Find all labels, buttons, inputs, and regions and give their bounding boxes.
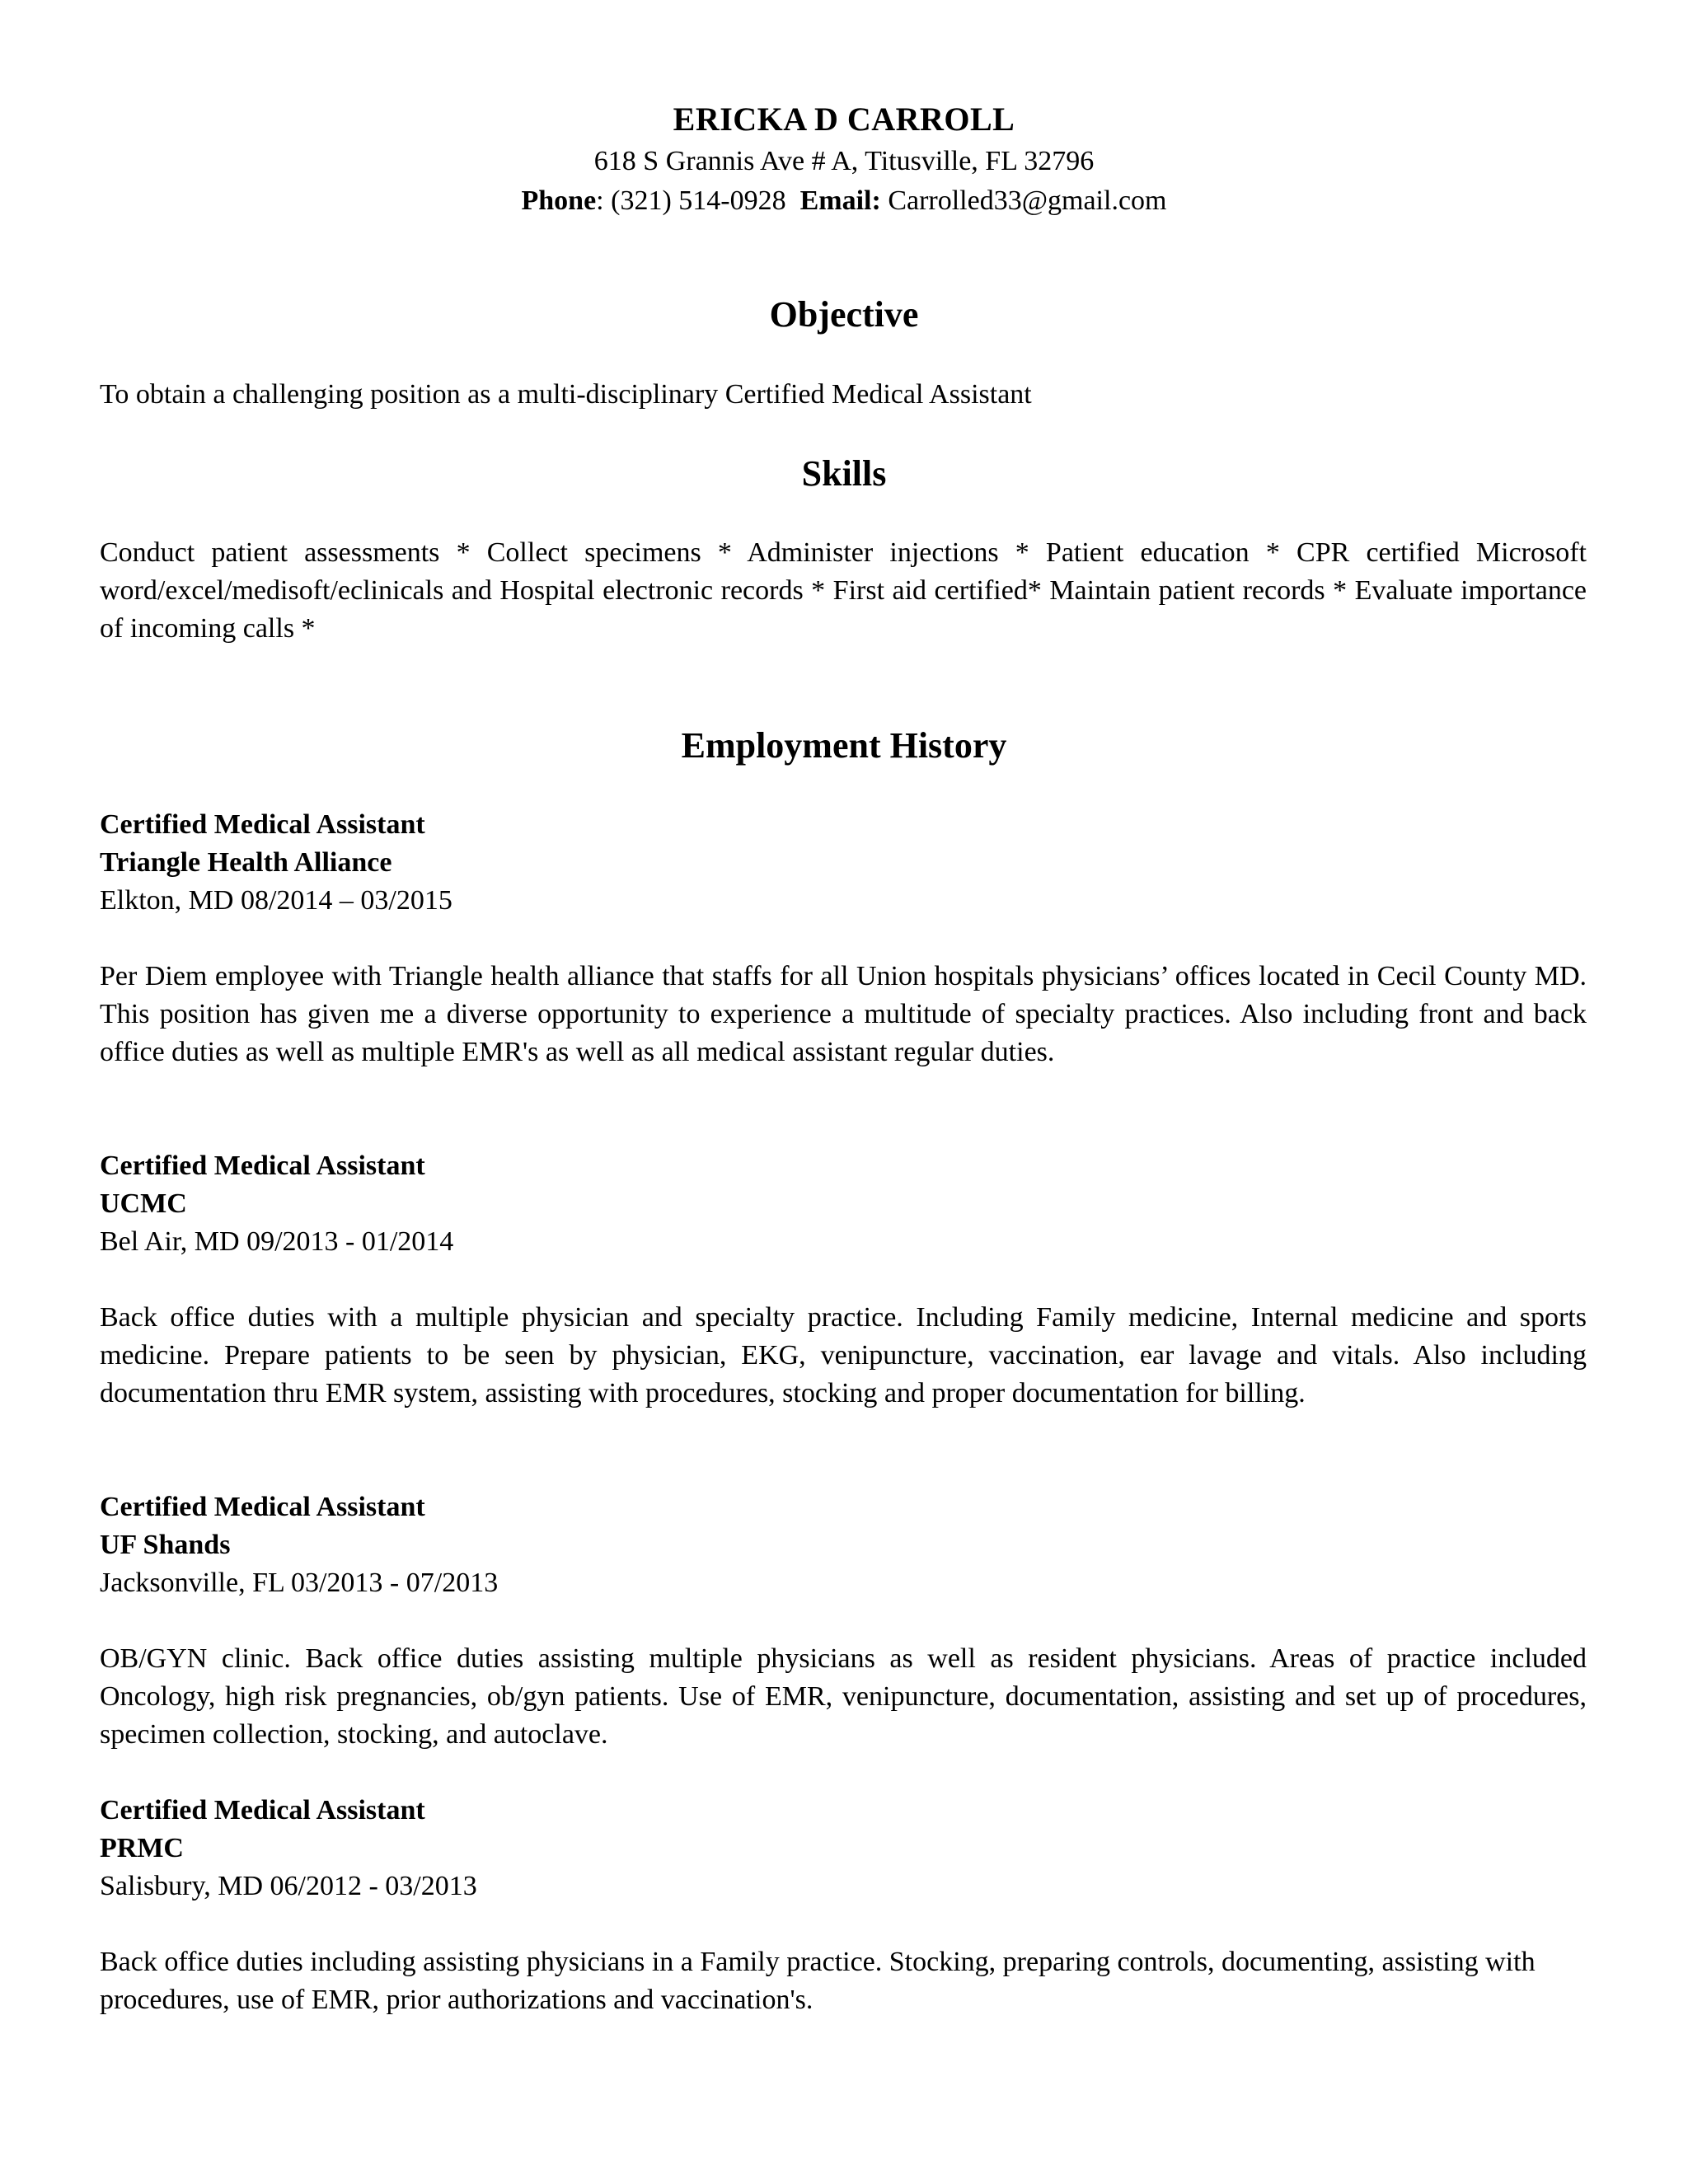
job-employer: Triangle Health Alliance [100,847,392,878]
job-employer: UF Shands [100,1530,231,1560]
job-description: Back office duties including assisting physicians in a Family practice. Stocking, preparing controls, documenting, assisting with procedures, use of EMR, prior authorizations and vaccination's. [100,1947,1536,2015]
job-description: Back office duties with a multiple physician and specialty practice. Including Family medicine, Internal medicine and sports medicine. Prepare patients to be seen by physician, EKG, venipuncture, vaccination, ear lavage and vitals. Also including documentation thru EMR system, assisting with procedures, stocking and proper documentation for billing. [100,1302,1587,1408]
job-description: Per Diem employee with Triangle health alliance that staffs for all Union hospitals physicians’ offices located in Cecil County MD. This position has given me a diverse opportunity to experience a multitude of specialty practices. Also including front and back office duties as well as multiple EMR's as well as all medical assistant regular duties. [100,961,1587,1067]
phone-label: Phone [521,185,597,216]
candidate-name: ERICKA D CARROLL [673,101,1015,138]
job-employer: PRMC [100,1833,184,1863]
job-employer: UCMC [100,1188,187,1219]
resume-header [0,97,1688,221]
job-title: Certified Medical Assistant [100,809,425,840]
skills-heading: Skills [801,453,887,494]
job-location-dates: Jacksonville, FL 03/2013 - 07/2013 [100,1568,499,1598]
job-title: Certified Medical Assistant [100,1795,425,1825]
job-title: Certified Medical Assistant [100,1492,425,1522]
employment-heading: Employment History [681,725,1007,766]
phone-value: : (321) 514-0928 [596,185,786,216]
job-description: OB/GYN clinic. Back office duties assisting multiple physicians as well as resident physicians. Areas of practice included Oncology, high risk pregnancies, ob/gyn patients. Use of EMR, venipuncture, documentation, assisting and set up of procedures, specimen collection, stocking, and autoclave. [100,1643,1587,1750]
job-location-dates: Bel Air, MD 09/2013 - 01/2014 [100,1226,454,1257]
job-entry [100,806,1587,1071]
objective-text: To obtain a challenging position as a multi-disciplinary Certified Medical Assistant [100,379,1032,410]
job-entry [100,1147,1587,1413]
job-entry [100,1792,1587,2019]
email-value: Carrolled33@gmail.com [888,185,1167,216]
job-entry [100,1488,1587,1754]
job-title: Certified Medical Assistant [100,1151,425,1181]
address: 618 S Grannis Ave # A, Titusville, FL 32796 [593,146,1095,176]
job-location-dates: Salisbury, MD 06/2012 - 03/2013 [100,1871,477,1901]
job-location-dates: Elkton, MD 08/2014 – 03/2015 [100,885,452,916]
email-label: Email: [799,185,881,216]
objective-heading: Objective [769,294,919,335]
skills-text: Conduct patient assessments * Collect specimens * Administer injections * Patient education * CPR certified Microsoft word/excel/medisoft/eclinicals and Hospital electronic records * First aid certified* Maintain patient records * Evaluate importance of incoming calls * [100,537,1587,644]
contact-line [0,181,1688,221]
